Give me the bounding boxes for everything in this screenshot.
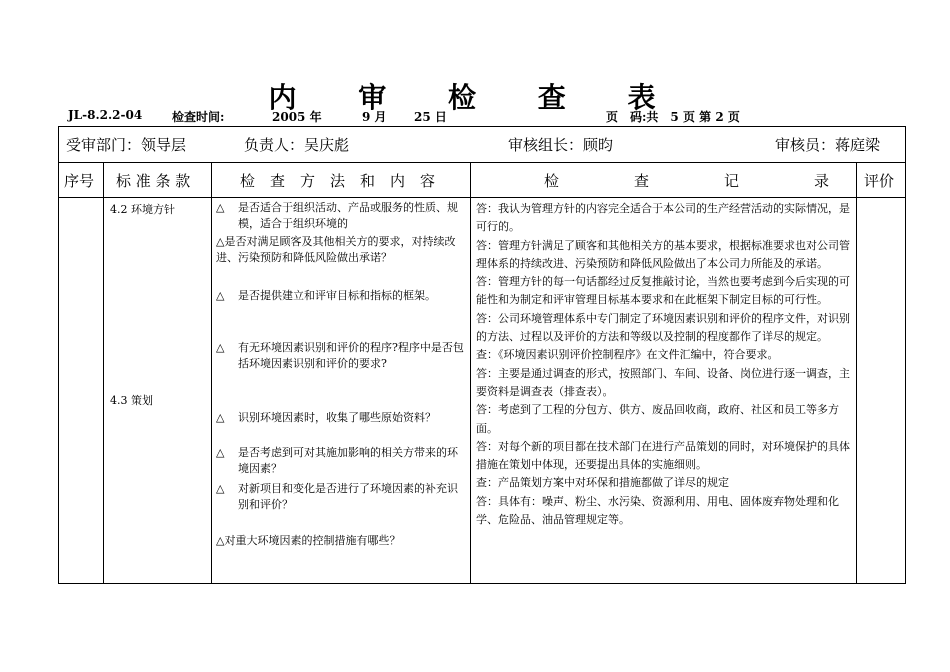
audited-department: 受审部门：领导层 bbox=[66, 136, 187, 154]
row-divider bbox=[58, 162, 906, 163]
clause-planning: 4.3 策划 bbox=[110, 394, 153, 407]
check-time-label: 检查时间: bbox=[172, 110, 225, 124]
page-title: 内 审 检 查 表 bbox=[268, 81, 682, 114]
record-entry: 答：主要是通过调查的形式，按照部门、车间、设备、岗位进行逐一调查，主要资料是调查表（排查表）。 bbox=[476, 366, 850, 398]
triangle-icon: △ bbox=[216, 201, 225, 214]
column-divider bbox=[470, 162, 471, 584]
method-item: △ 识别环境因素时，收集了哪些原始资料？ bbox=[216, 411, 436, 424]
column-header-seq: 序号 bbox=[64, 172, 95, 190]
row-divider bbox=[58, 197, 906, 198]
triangle-icon: △ bbox=[216, 289, 225, 302]
triangle-icon: △ bbox=[216, 411, 225, 424]
page-info: 页 码:共 5 页 第 2 页 bbox=[606, 110, 740, 124]
column-divider bbox=[211, 162, 212, 584]
triangle-icon: △ bbox=[216, 482, 225, 495]
record-entry: 答：管理方针的每一句话都经过反复推敲讨论，当然也要考虑到今后实现的可能性和为制定和评审管理目标基本要求和在此框架下制定目标的可行性。 bbox=[476, 275, 850, 307]
record-entry: 答：我认为管理方针的内容完全适合于本公司的生产经营活动的实际情况，是可行的。 bbox=[476, 202, 850, 234]
method-item: △ 对新项目和变化是否进行了环境因素的补充识别和评价？ bbox=[216, 482, 458, 511]
method-item: △ 是否考虑到可对其施加影响的相关方带来的环境因素？ bbox=[216, 446, 458, 475]
record-entry: 答：公司环境管理体系中专门制定了环境因素识别和评价的程序文件，对识别的方法、过程以及评价的方法和等级以及控制的程度都作了详尽的规定。 bbox=[476, 311, 850, 344]
check-year: 2005 年 bbox=[272, 110, 322, 124]
clause-environmental-policy: 4.2 环境方针 bbox=[110, 203, 175, 216]
column-header-method: 检 查 方 法 和 内 容 bbox=[240, 172, 436, 190]
record-entry: 答：管理方针满足了顾客和其他相关方的基本要求，根据标准要求也对公司管理体系的持续改进、污染预防和降低风险做出了本公司力所能及的承诺。 bbox=[476, 238, 850, 270]
record-entry: 答：对每个新的项目都在技术部门在进行产品策划的同时，对环境保护的具体措施在策划中体现，还要提出具体的实施细则。 bbox=[476, 439, 850, 472]
column-header-clause: 标 准 条 款 bbox=[116, 172, 191, 190]
doc-code: JL-8.2.2-04 bbox=[68, 108, 143, 122]
method-item: △ 是否适合于组织活动、产品或服务的性质、规模，适合于组织环境的 bbox=[216, 201, 458, 230]
method-item: △ 是否提供建立和评审目标和指标的框架。 bbox=[216, 289, 436, 302]
record-entry: 查：产品策划方案中对环保和措施都做了详尽的规定 bbox=[476, 476, 729, 490]
column-header-rating: 评价 bbox=[864, 172, 895, 190]
triangle-icon: △ bbox=[216, 446, 225, 459]
column-header-record: 检 查 记 录 bbox=[544, 172, 830, 190]
responsible-person: 负责人：吴庆彪 bbox=[244, 136, 350, 154]
column-divider bbox=[856, 162, 857, 584]
check-month: 9 月 bbox=[362, 110, 387, 124]
method-item: △是否对满足顾客及其他相关方的要求，对持续改进、污染预防和降低风险做出承诺？ bbox=[216, 235, 456, 264]
check-day: 25 日 bbox=[414, 110, 447, 124]
method-item: △对重大环境因素的控制措施有哪些？ bbox=[216, 534, 401, 547]
triangle-icon: △ bbox=[216, 341, 225, 354]
audit-team-leader: 审核组长：顾昀 bbox=[508, 136, 614, 154]
method-item: △ 有无环境因素识别和评价的程序?程序中是否包括环境因素识别和评价的要求? bbox=[216, 341, 464, 370]
auditor: 审核员：蒋庭梁 bbox=[775, 136, 881, 154]
record-entry: 答：考虑到了工程的分包方、供方、废品回收商，政府、社区和员工等多方面。 bbox=[476, 403, 839, 435]
record-entry: 答：具体有：噪声、粉尘、水污染、资源利用、用电、固体废弃物处理和化学、危险品、油品管理规定等。 bbox=[476, 494, 839, 527]
column-divider bbox=[103, 162, 104, 584]
record-entry: 查：《环境因素识别评价控制程序》在文件汇编中，符合要求。 bbox=[476, 348, 779, 362]
record-column bbox=[476, 200, 852, 529]
